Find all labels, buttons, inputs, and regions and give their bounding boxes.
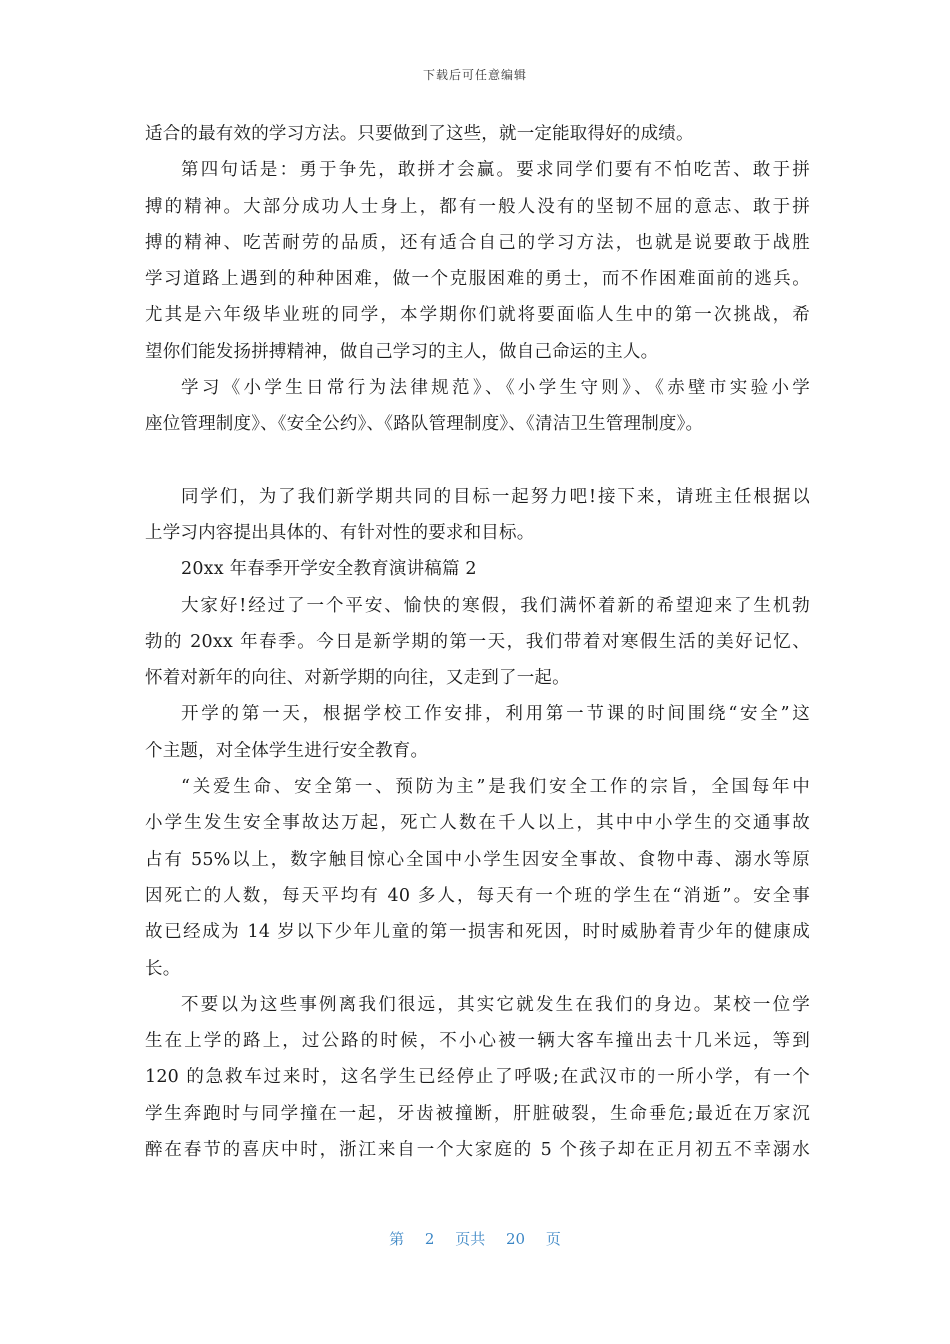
text-line: 学生奔跑时与同学撞在一起，牙齿被撞断，肝脏破裂，生命垂危;最近在万家沉 [145, 1103, 810, 1124]
text-line: 望你们能发扬拼搏精神，做自己学习的主人，做自己命运的主人。 [145, 341, 659, 362]
text-line: 尤其是六年级毕业班的同学，本学期你们就将要面临人生中的第一次挑战，希 [145, 305, 810, 326]
footer-word-total: 页共 [455, 1230, 486, 1248]
text-line: 醉在春节的喜庆中时，浙江来自一个大家庭的 5 个孩子却在正月初五不幸溺水 [145, 1140, 810, 1161]
page-footer [0, 1228, 950, 1249]
paragraph-line: 第四句话是：勇于争先，敢拼才会赢。要求同学们要有不怕吃苦、敢于拼 [181, 160, 810, 181]
text-line: 120 的急救车过来时，这名学生已经停止了呼吸;在武汉市的一所小学，有一个 [145, 1067, 810, 1088]
paragraph-line: 大家好!经过了一个平安、愉快的寒假，我们满怀着新的希望迎来了生机勃 [181, 595, 810, 616]
text-line: 学习道路上遇到的种种困难，做一个克服困难的勇士，而不作困难面前的逃兵。 [145, 269, 810, 290]
page-header: 下载后可任意编辑 [422, 68, 527, 82]
text-line: 搏的精神。大部分成功人士身上，都有一般人没有的坚韧不屈的意志、敢于拼 [145, 196, 810, 217]
paragraph-gap [145, 443, 810, 479]
text-line: 长。 [145, 958, 181, 979]
text-line: 生在上学的路上，过公路的时候，不小心被一辆大客车撞出去十几米远，等到 [145, 1031, 810, 1052]
text-line: 个主题，对全体学生进行安全教育。 [145, 740, 429, 761]
text-line: 故已经成为 14 岁以下少年儿童的第一损害和死因，时时威胁着青少年的健康成 [145, 922, 810, 943]
document-body [145, 116, 810, 1168]
text-line: 小学生发生安全事故达万起，死亡人数在千人以上，其中中小学生的交通事故 [145, 813, 810, 834]
text-line: 搏的精神、吃苦耐劳的品质，还有适合自己的学习方法，也就是说要敢于战胜 [145, 232, 810, 253]
paragraph-line: “关爱生命、安全第一、预防为主”是我们安全工作的宗旨，全国每年中 [181, 777, 810, 798]
text-line: 座位管理制度》、《安全公约》、《路队管理制度》、《清洁卫生管理制度》。 [145, 414, 704, 435]
footer-word-end: 页 [545, 1230, 561, 1248]
text-line: 占有 55%以上，数字触目惊心全国中小学生因安全事故、食物中毒、溺水等原 [145, 849, 810, 870]
paragraph-line: 不要以为这些事例离我们很远，其实它就发生在我们的身边。某校一位学 [181, 994, 810, 1015]
text-line: 怀着对新年的向往、对新学期的向往，又走到了一起。 [145, 668, 570, 689]
text-line: 因死亡的人数，每天平均有 40 多人，每天有一个班的学生在“消逝”。安全事 [145, 885, 810, 906]
footer-word-page: 第 [389, 1230, 405, 1248]
paragraph-line: 同学们，为了我们新学期共同的目标一起努力吧!接下来，请班主任根据以 [181, 486, 810, 507]
text-line: 上学习内容提出具体的、有针对性的要求和目标。 [145, 522, 535, 543]
paragraph-line: 学习《小学生日常行为法律规范》、《小学生守则》、《赤壁市实验小学 [181, 378, 810, 399]
section-heading: 20xx 年春季开学安全教育演讲稿篇 2 [181, 559, 477, 580]
total-page-count: 20 [506, 1230, 526, 1248]
current-page-number: 2 [424, 1230, 435, 1248]
text-line: 勃的 20xx 年春季。今日是新学期的第一天，我们带着对寒假生活的美好记忆、 [145, 631, 810, 652]
paragraph-line: 开学的第一天，根据学校工作安排，利用第一节课的时间围绕“安全”这 [181, 704, 810, 725]
text-line: 适合的最有效的学习方法。只要做到了这些，就一定能取得好的成绩。 [145, 124, 694, 144]
